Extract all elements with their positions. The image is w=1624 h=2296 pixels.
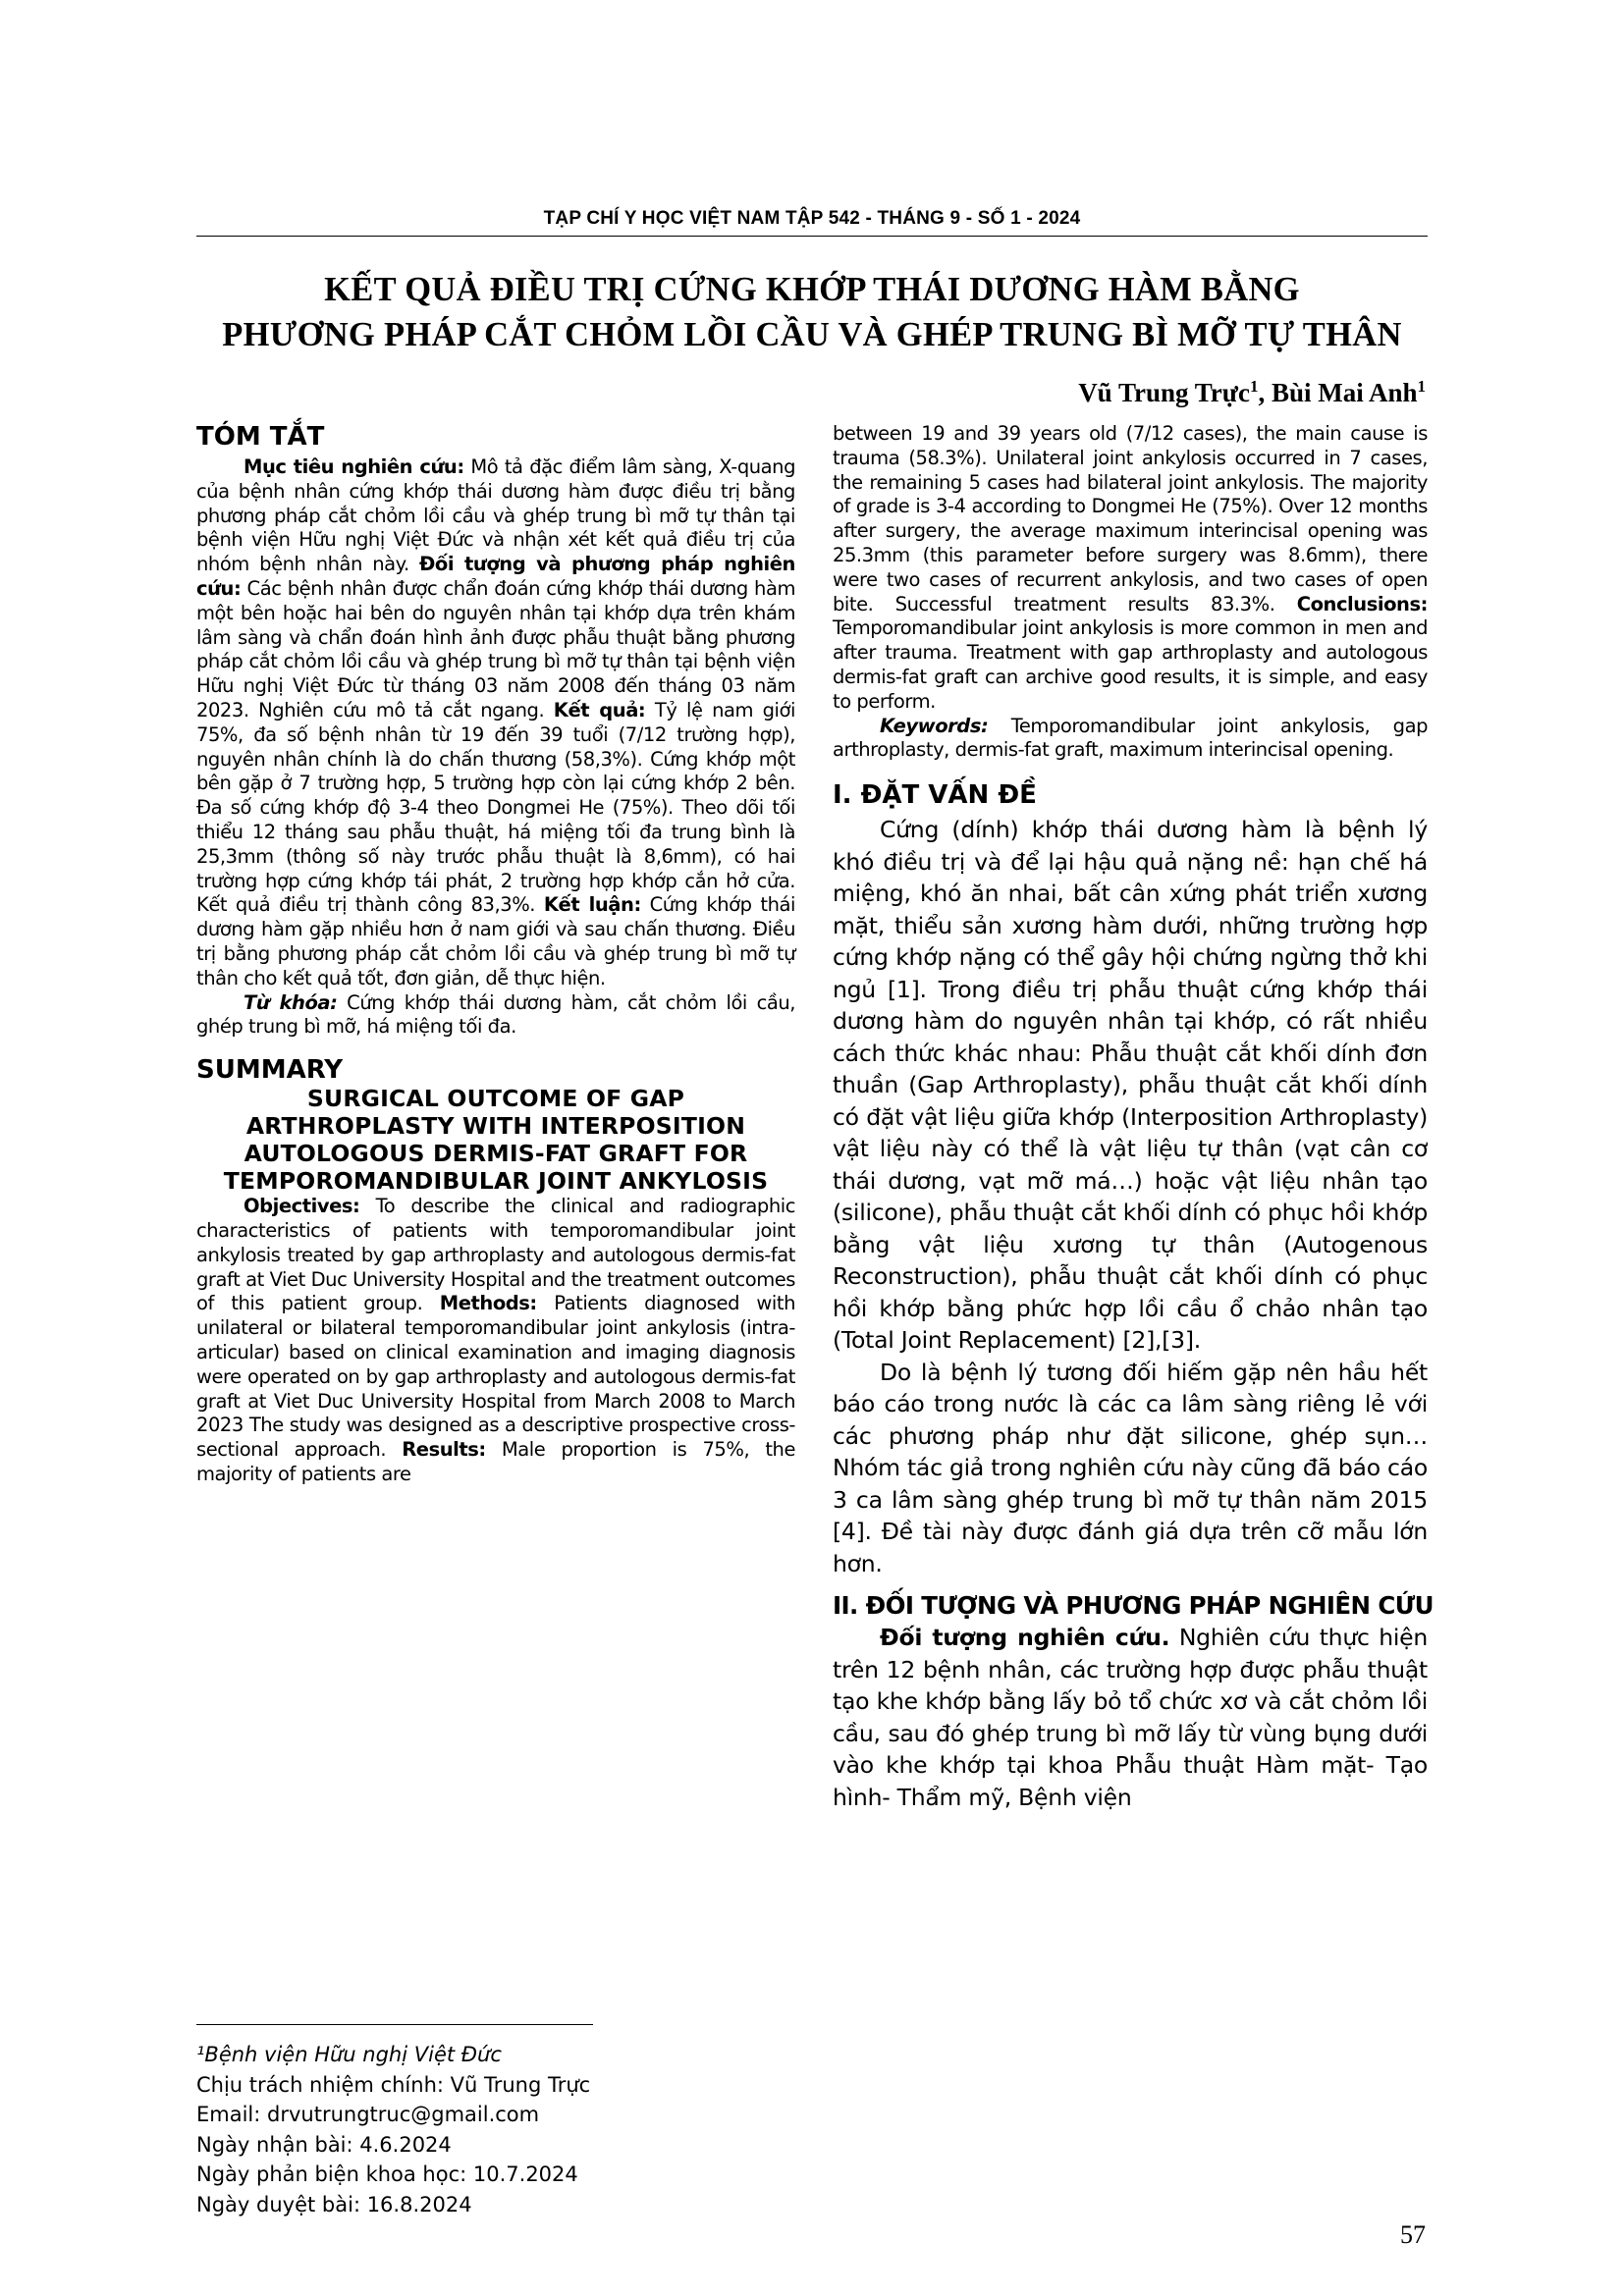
summary-title-line: SURGICAL OUTCOME OF GAP bbox=[306, 1085, 685, 1113]
conclusions-text: Temporomandibular joint ankylosis is more common in men and after trauma. Treatment with gap arthroplasty and autologous dermis-fat graft can archive good results, it is simple, and easy to perform. bbox=[833, 616, 1428, 713]
keywords-en-label: Keywords: bbox=[880, 714, 989, 737]
section-1-heading: I. ĐẶT VẤN ĐỀ bbox=[833, 780, 1037, 811]
summary-paragraph-continued bbox=[833, 422, 1428, 715]
section-2-paragraph bbox=[833, 1622, 1428, 1813]
methods-en-label: Methods: bbox=[439, 1292, 537, 1315]
results-en-text-continued: between 19 and 39 years old (7/12 cases), the main cause is trauma (58.3%). Unilateral joint ankylosis occurred in 7 cases, the remaining 5 cases had bilateral joint ankylosis. The majority of grade is 3-4 according to Dongmei He (75%). Over 12 months after surgery, the average maximum interincisal opening was 25.3mm (this parameter before surgery was 8.6mm), there were two cases of recurrent ankylosis, and two cases of open bite. Successful treatment results 83.3%. bbox=[833, 422, 1428, 615]
footnote-received-date: Ngày nhận bài: 4.6.2024 bbox=[196, 2132, 452, 2157]
article-title bbox=[196, 267, 1428, 357]
footnote-email: Email: drvutrungtruc@gmail.com bbox=[196, 2103, 540, 2126]
author-affiliation-marker: 1 bbox=[1417, 377, 1426, 396]
keywords-vi-label: Từ khóa: bbox=[244, 990, 338, 1014]
objectives-text: To describe the clinical and radiographic characteristics of patients with temporomandibular joint ankylosis treated by gap arthroplasty and autologous dermis-fat graft at Viet Duc University Hospital and the treatment outcomes of this patient group. bbox=[196, 1195, 795, 1315]
summary-title bbox=[196, 1085, 795, 1195]
right-column bbox=[833, 422, 1434, 1813]
footnote-corresponding-author: Chịu trách nhiệm chính: Vũ Trung Trực bbox=[196, 2072, 591, 2097]
subjects-label: Đối tượng nghiên cứu. bbox=[880, 1624, 1170, 1652]
journal-header: TẠP CHÍ Y HỌC VIỆT NAM TẬP 542 - THÁNG 9 - SỐ 1 - 2024 bbox=[543, 208, 1081, 229]
footnotes bbox=[196, 2040, 785, 2219]
conclusion-text: Cứng khớp thái dương hàm gặp nhiều hơn ở nam giới và sau chấn thương. Điều trị bằng phương pháp cắt chỏm lồi cầu và ghép trung bì mỡ tự thân cho kết quả tốt, đơn giản, dễ thực hiện. bbox=[196, 893, 795, 989]
keywords-en bbox=[833, 715, 1428, 764]
title-line-2: PHƯƠNG PHÁP CẮT CHỎM LỒI CẦU VÀ GHÉP TRUNG BÌ MỠ TỰ THÂN bbox=[222, 316, 1402, 353]
results-label: Kết quả: bbox=[553, 698, 646, 721]
results-en-text: Male proportion is 75%, the majority of patients are bbox=[196, 1438, 795, 1485]
page-number: 57 bbox=[1400, 2220, 1426, 2249]
keywords-vi-text: Cứng khớp thái dương hàm, cắt chỏm lồi cầu, ghép trung bì mỡ, há miệng tối đa. bbox=[196, 990, 795, 1039]
subjects-text: Nghiên cứu thực hiện trên 12 bệnh nhân, các trường hợp được phẫu thuật tạo khe khớp bằng lấy bỏ tổ chức xơ và cắt chỏm lồi cầu, sau đó ghép trung bì mỡ lấy từ vùng bụng dưới vào khe khớp tại khoa Phẫu thuật Hàm mặt- Tạo hình- Thẩm mỹ, Bệnh viện bbox=[833, 1624, 1428, 1811]
author-name: Bùi Mai Anh bbox=[1271, 378, 1418, 407]
conclusions-label: Conclusions: bbox=[1296, 592, 1428, 615]
methods-text: Các bệnh nhân được chẩn đoán cứng khớp thái dương hàm một bên hoặc hai bên do nguyên nhân tại khớp dựa trên khám lâm sàng và chẩn đoán hình ảnh được phẫu thuật bằng phương pháp cắt chỏm lồi cầu và ghép trung bì mỡ tự thân tại bệnh viện Hữu nghị Việt Đức từ tháng 03 năm 2008 đến tháng 03 năm 2023. Nghiên cứu mô tả cắt ngang. bbox=[196, 576, 795, 721]
author-list bbox=[1078, 377, 1426, 408]
section-2-heading: II. ĐỐI TƯỢNG VÀ PHƯƠNG PHÁP NGHIÊN CỨU bbox=[833, 1591, 1434, 1621]
summary-paragraph bbox=[196, 1195, 795, 1487]
keywords-vi bbox=[196, 991, 795, 1041]
methods-en-text: Patients diagnosed with unilateral or bilateral temporomandibular joint ankylosis (intra-articular) based on clinical examination and imaging diagnosis were operated on by gap arthroplasty and autologous dermis-fat graft at Viet Duc University Hospital from March 2008 to March 2023 The study was designed as a descriptive prospective cross-sectional approach. bbox=[196, 1292, 796, 1462]
keywords-en-text: Temporomandibular joint ankylosis, gap arthroplasty, dermis-fat graft, maximum interincisal opening. bbox=[833, 714, 1428, 762]
author-separator: , bbox=[1258, 378, 1272, 407]
objectives-label: Objectives: bbox=[244, 1195, 360, 1218]
footnote-affiliation: ¹Bệnh viện Hữu nghị Việt Đức bbox=[196, 2043, 502, 2066]
title-line-1: KẾT QUẢ ĐIỀU TRỊ CỨNG KHỚP THÁI DƯƠNG HÀM BẰNG bbox=[324, 271, 1300, 308]
header-rule bbox=[196, 236, 1428, 237]
left-column bbox=[196, 422, 795, 1487]
section-1-paragraph: Do là bệnh lý tương đối hiếm gặp nên hầu hết báo cáo trong nước là các ca lâm sàng riêng lẻ với các phương pháp như đặt silicone, ghép sụn… Nhóm tác giả trong nghiên cứu này cũng đã báo cáo 3 ca lâm sàng ghép trung bì mỡ tự thân năm 2015 [4]. Đề tài này được đánh giá dựa trên cỡ mẫu lớn hơn. bbox=[833, 1358, 1428, 1577]
summary-heading: SUMMARY bbox=[196, 1055, 344, 1086]
footnote-accepted-date: Ngày duyệt bài: 16.8.2024 bbox=[196, 2192, 472, 2216]
objective-label: Mục tiêu nghiên cứu: bbox=[244, 455, 464, 478]
objective-text: Mô tả đặc điểm lâm sàng, X-quang của bệnh nhân cứng khớp thái dương hàm được điều trị bằng phương pháp cắt chỏm lồi cầu và ghép trung bì mỡ tự thân tại bệnh viện Hữu nghị Việt Đức và nhận xét kết quả điều trị của nhóm bệnh nhân này. bbox=[196, 455, 796, 576]
methods-label: Đối tượng và phương pháp nghiên cứu: bbox=[196, 553, 795, 600]
abstract-vi-heading: TÓM TẮT bbox=[196, 422, 325, 452]
summary-title-line: ARTHROPLASTY WITH INTERPOSITION bbox=[245, 1112, 746, 1141]
abstract-vi-paragraph bbox=[196, 455, 795, 991]
footnote-review-date: Ngày phản biện khoa học: 10.7.2024 bbox=[196, 2163, 578, 2186]
results-text: Tỷ lệ nam giới 75%, đa số bệnh nhân từ 19 đến 39 tuổi (7/12 trường hợp), nguyên nhân chính là do chấn thương (58,3%). Cứng khớp một bên gặp ở 7 trường hợp, 5 trường hợp còn lại cứng khớp 2 bên. Đa số cứng khớp độ 3-4 theo Dongmei He (75%). Theo dõi tối thiểu 12 tháng sau phẫu thuật, há miệng tối đa trung bình là 25,3mm (thông số này trước phẫu thuật là 8,6mm), có hai trường hợp cứng khớp tái phát, 2 trường hợp khớp cắn hở cửa. Kết quả điều trị thành công 83,3%. bbox=[196, 698, 795, 917]
summary-title-line: AUTOLOGOUS DERMIS-FAT GRAFT FOR bbox=[244, 1140, 748, 1168]
author-name: Vũ Trung Trực bbox=[1078, 378, 1250, 407]
results-en-label: Results: bbox=[402, 1438, 486, 1462]
footnote-rule bbox=[196, 2024, 593, 2025]
author-affiliation-marker: 1 bbox=[1249, 377, 1259, 396]
section-1-paragraph: Cứng (dính) khớp thái dương hàm là bệnh lý khó điều trị và để lại hậu quả nặng nề: hạn chế há miệng, khó ăn nhai, bất cân xứng phát triển xương mặt, thiểu sản xương hàm dưới, những trường hợp cứng khớp nặng có thể gây hội chứng ngừng thở khi ngủ [1]. Trong điều trị phẫu thuật cứng khớp thái dương hàm do nguyên nhân tại khớp, có rất nhiều cách thức khác nhau: Phẫu thuật cắt khối dính đơn thuần (Gap Arthroplasty), phẫu thuật cắt khối dính có đặt vật liệu giữa khớp (Interposition Arthroplasty) vật liệu này có thể là vật liệu tự thân (vạt cân cơ thái dương, vạt mỡ má…) hoặc vật liệu nhân tạo (silicone), phẫu thuật cắt khối dính có phục hồi khớp bằng vật liệu xương tự thân (Autogenous Reconstruction), phẫu thuật cắt khối dính có phục hồi khớp bằng phức hợp lồi cầu ổ chảo nhân tạo (Total Joint Replacement) [2],[3]. bbox=[833, 816, 1428, 1355]
conclusion-label: Kết luận: bbox=[543, 893, 641, 917]
summary-title-line: TEMPOROMANDIBULAR JOINT ANKYLOSIS bbox=[223, 1167, 769, 1196]
